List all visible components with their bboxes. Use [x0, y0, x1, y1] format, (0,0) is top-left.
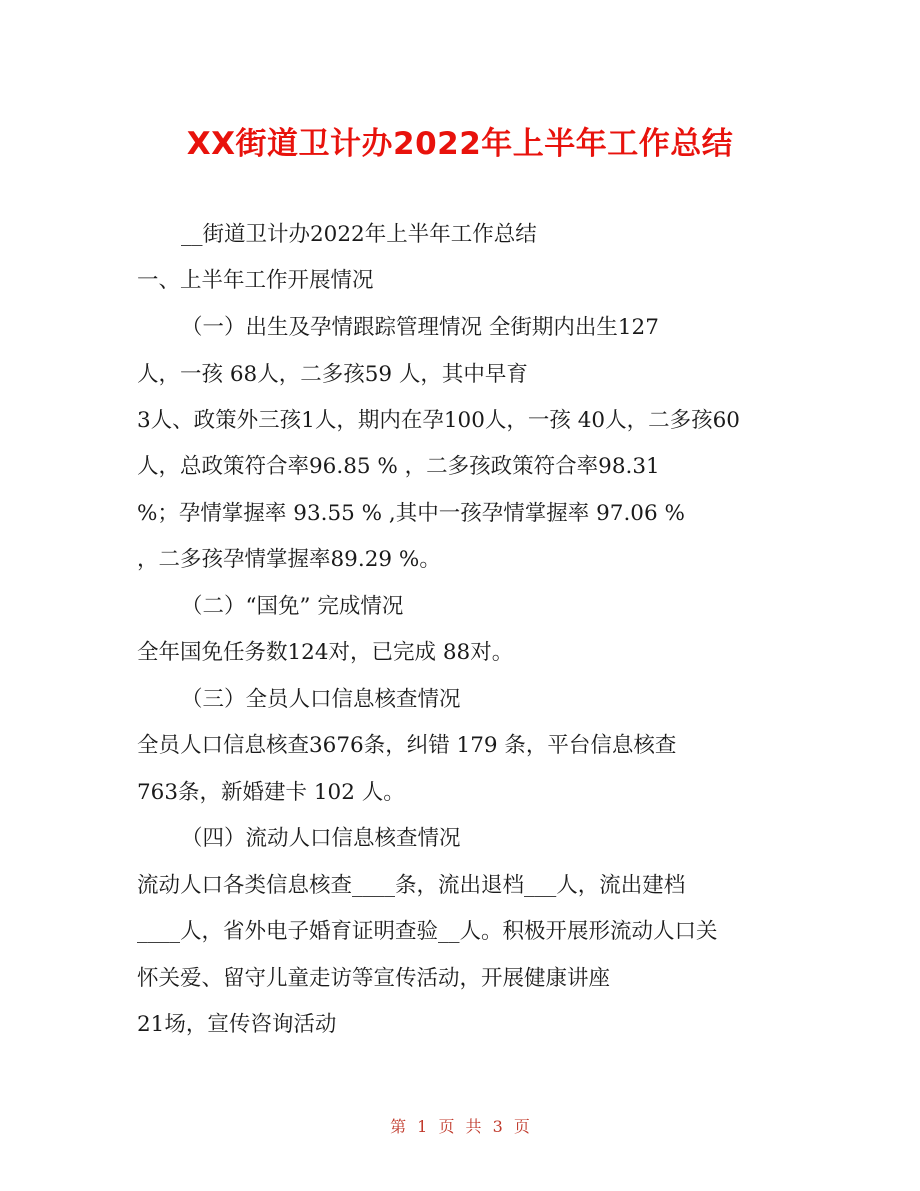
- subsection-heading: （四）流动人口信息核查情况: [181, 826, 461, 851]
- body-line: 全员人口信息核查3676条，纠错 179 条，平台信息核查: [137, 733, 677, 758]
- subsection-heading: （二）“国免” 完成情况: [181, 594, 404, 619]
- body-line: 全年国免任务数124对，已完成 88对。: [137, 640, 514, 665]
- subtitle-line: __街道卫计办2022年上半年工作总结: [181, 222, 537, 247]
- document-title: XX街道卫计办2022年上半年工作总结: [186, 126, 734, 162]
- body-line: 3人、政策外三孩1人，期内在孕100人，一孩 40人，二多孩60: [137, 408, 740, 433]
- page-footer: 第 1 页 共 3 页: [390, 1117, 530, 1136]
- body-line: 人，一孩 68人，二多孩59 人，其中早育: [137, 362, 528, 387]
- subsection-heading: （三）全员人口信息核查情况: [181, 687, 461, 712]
- body-line: ，二多孩孕情掌握率89.29 %。: [137, 547, 441, 572]
- body-line: 763条，新婚建卡 102 人。: [137, 780, 405, 805]
- body-line: %；孕情掌握率 93.55 % ,其中一孩孕情掌握率 97.06 %: [137, 501, 685, 526]
- body-line: 流动人口各类信息核查____条，流出退档___人，流出建档: [137, 873, 686, 898]
- body-line: 怀关爱、留守儿童走访等宣传活动，开展健康讲座: [137, 966, 611, 991]
- body-line: 21场，宣传咨询活动: [137, 1012, 337, 1037]
- subsection-heading: （一）出生及孕情跟踪管理情况 全街期内出生127: [181, 315, 659, 340]
- body-line: 人，总政策符合率96.85 % ，二多孩政策符合率98.31: [137, 454, 660, 479]
- section-heading: 一、上半年工作开展情况: [137, 268, 374, 293]
- body-line: ____人，省外电子婚育证明查验__人。积极开展形流动人口关: [137, 919, 718, 944]
